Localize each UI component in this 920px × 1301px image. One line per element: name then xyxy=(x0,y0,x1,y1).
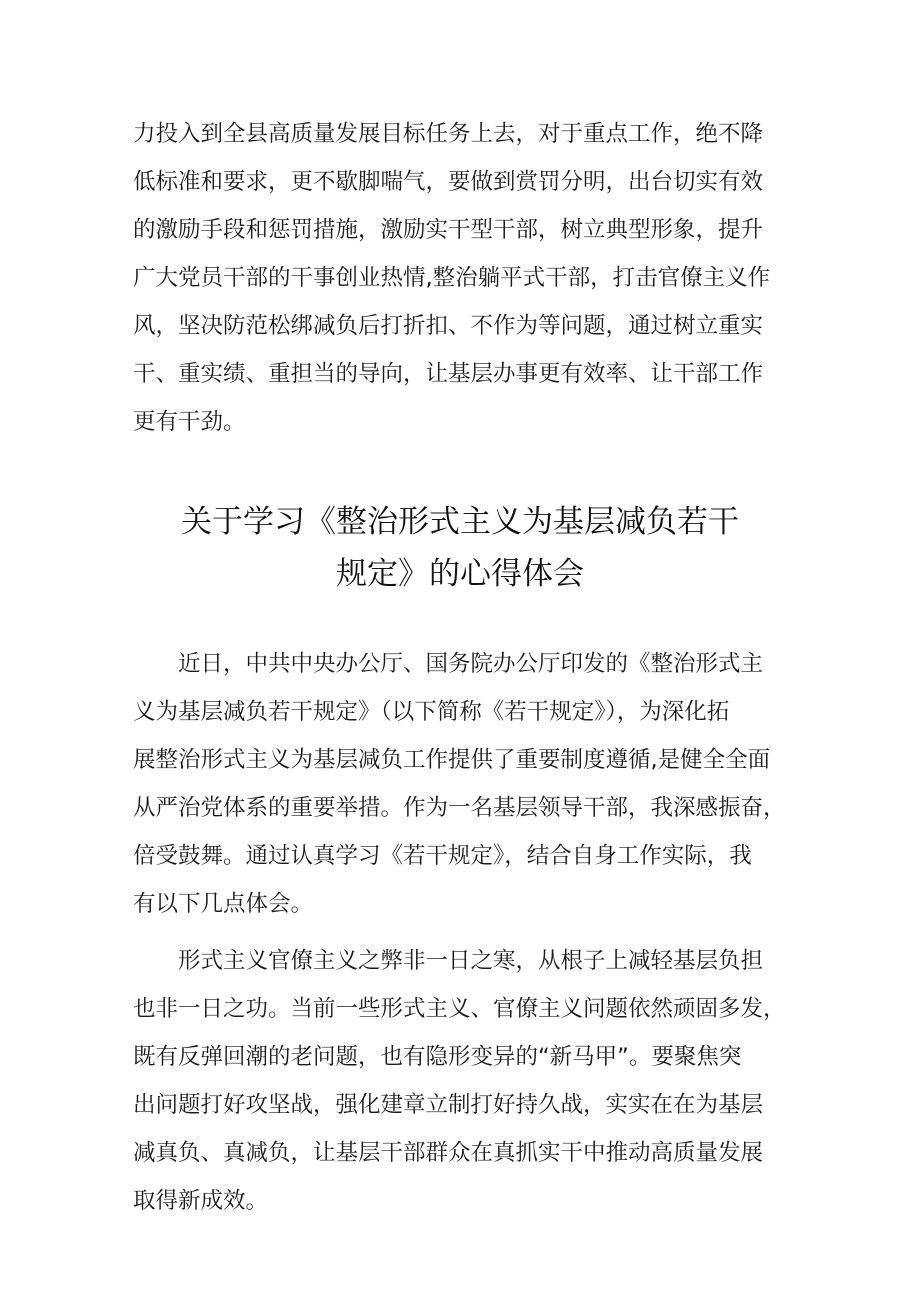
title-line: 规定》的心得体会 xyxy=(336,556,584,592)
text-line: 近日，中共中央办公厅、国务院办公厅印发的《整治形式主 xyxy=(178,651,764,677)
text-line: 干、重实绩、重担当的导向，让基层办事更有效率、让干部工作 xyxy=(133,361,764,387)
text-line: 更有干劲。 xyxy=(133,409,246,435)
text-line: 形式主义官僚主义之弊非一日之寒，从根子上减轻基层负担 xyxy=(178,948,764,974)
text-line: 展整治形式主义为基层减负工作提供了重要制度遵循,是健全全面 xyxy=(133,747,771,773)
text-line: 有以下几点体会。 xyxy=(133,891,314,917)
text-line: 出问题打好攻坚战，强化建章立制打好持久战，实实在在为基层 xyxy=(133,1092,764,1118)
text-line: 取得新成效。 xyxy=(133,1188,269,1214)
text-line: 既有反弹回潮的老问题，也有隐形变异的“新马甲”。要聚焦突 xyxy=(133,1044,742,1070)
text-line: 也非一日之功。当前一些形式主义、官僚主义问题依然顽固多发， xyxy=(133,996,786,1022)
text-line: 倍受鼓舞。通过认真学习《若干规定》，结合自身工作实际，我 xyxy=(133,843,752,869)
text-line: 的激励手段和惩罚措施，激励实干型干部，树立典型形象，提升 xyxy=(133,217,764,243)
text-line: 低标准和要求，更不歇脚喘气，要做到赏罚分明，出台切实有效 xyxy=(133,169,764,195)
text-line: 从严治党体系的重要举措。作为一名基层领导干部，我深感振奋， xyxy=(133,795,786,821)
text-line: 义为基层减负若干规定》（以下简称《若干规定》），为深化拓 xyxy=(133,699,730,725)
text-line: 风，坚决防范松绑减负后打折扣、不作为等问题，通过树立重实 xyxy=(133,313,764,339)
text-line: 广大党员干部的干事创业热情,整治躺平式干部，打击官僚主义作 xyxy=(133,265,771,291)
text-line: 减真负、真减负，让基层干部群众在真抓实干中推动高质量发展 xyxy=(133,1140,764,1166)
text-line: 力投入到全县高质量发展目标任务上去，对于重点工作，绝不降 xyxy=(133,121,764,147)
title-line: 关于学习《整治形式主义为基层减负若干 xyxy=(181,504,739,540)
